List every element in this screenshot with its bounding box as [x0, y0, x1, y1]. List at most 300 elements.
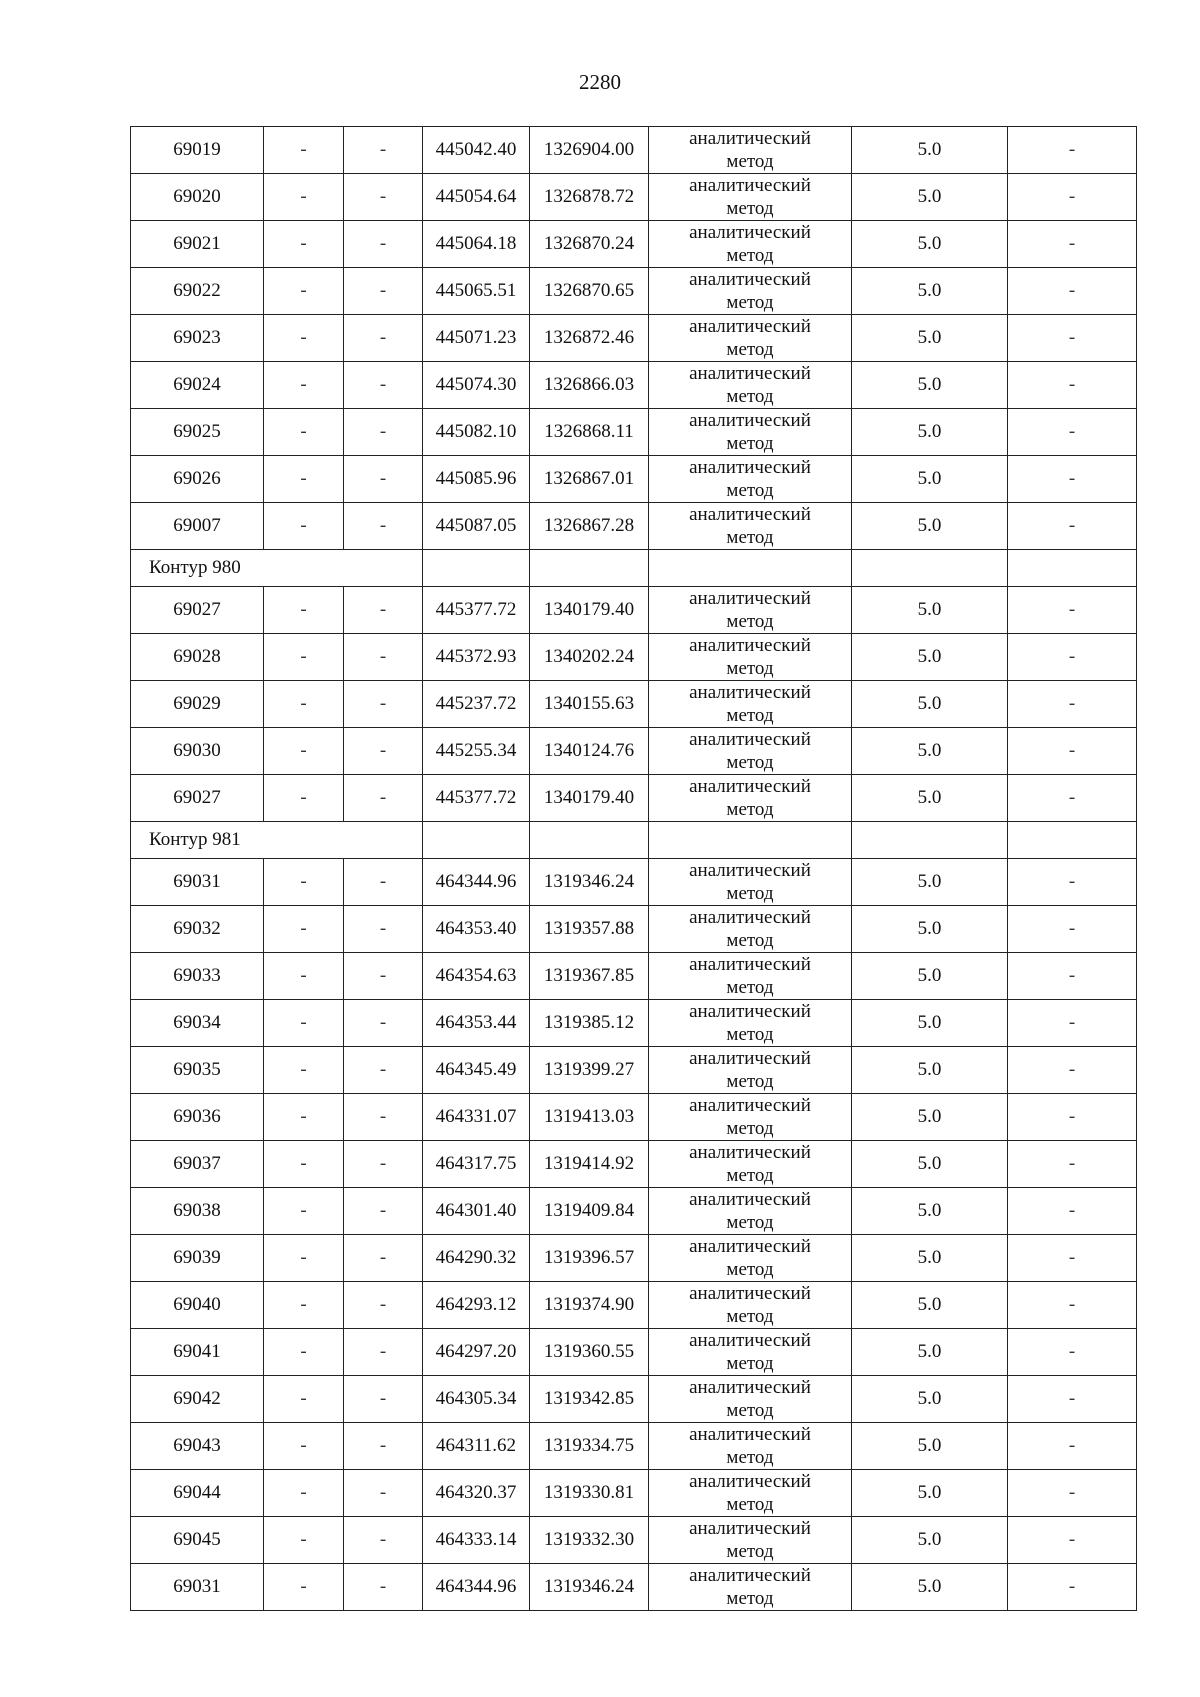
method-line-1: аналитический [689, 1377, 811, 1398]
note-cell: - [1008, 268, 1137, 315]
note-cell: - [1008, 127, 1137, 174]
method-cell [649, 1564, 852, 1611]
x-coordinate-cell: 464353.44 [423, 1000, 530, 1047]
x-coordinate-cell: 445064.18 [423, 221, 530, 268]
note-cell: - [1008, 362, 1137, 409]
method-line-1: аналитический [689, 504, 811, 525]
point-id-cell: 69039 [131, 1235, 264, 1282]
method-line-1: аналитический [689, 222, 811, 243]
accuracy-cell: 5.0 [852, 268, 1008, 315]
x-coordinate-cell: 445071.23 [423, 315, 530, 362]
y-coordinate-cell: 1340202.24 [530, 634, 649, 681]
table-row [131, 634, 1137, 681]
dash-cell: - [264, 127, 344, 174]
accuracy-cell: 5.0 [852, 906, 1008, 953]
note-cell: - [1008, 953, 1137, 1000]
y-coordinate-cell: 1319346.24 [530, 859, 649, 906]
point-id-cell: 69038 [131, 1188, 264, 1235]
x-coordinate-cell: 464331.07 [423, 1094, 530, 1141]
note-cell: - [1008, 634, 1137, 681]
method-line-2: метод [726, 292, 774, 313]
note-cell: - [1008, 1470, 1137, 1517]
dash-cell: - [264, 174, 344, 221]
method-line-1: аналитический [689, 1095, 811, 1116]
empty-cell [423, 822, 530, 859]
method-cell [649, 1329, 852, 1376]
table-row [131, 1517, 1137, 1564]
method-cell [649, 1047, 852, 1094]
dash-cell: - [344, 221, 423, 268]
y-coordinate-cell: 1319357.88 [530, 906, 649, 953]
x-coordinate-cell: 464297.20 [423, 1329, 530, 1376]
x-coordinate-cell: 464311.62 [423, 1423, 530, 1470]
point-id-cell: 69040 [131, 1282, 264, 1329]
method-line-2: метод [726, 198, 774, 219]
accuracy-cell: 5.0 [852, 587, 1008, 634]
point-id-cell: 69026 [131, 456, 264, 503]
x-coordinate-cell: 464344.96 [423, 859, 530, 906]
dash-cell: - [344, 1282, 423, 1329]
x-coordinate-cell: 464317.75 [423, 1141, 530, 1188]
note-cell: - [1008, 1141, 1137, 1188]
method-line-2: метод [726, 883, 774, 904]
point-id-cell: 69020 [131, 174, 264, 221]
note-cell: - [1008, 587, 1137, 634]
method-line-1: аналитический [689, 1565, 811, 1586]
table-row [131, 1423, 1137, 1470]
y-coordinate-cell: 1326866.03 [530, 362, 649, 409]
method-line-2: метод [726, 1071, 774, 1092]
table-row [131, 1047, 1137, 1094]
note-cell: - [1008, 859, 1137, 906]
method-line-1: аналитический [689, 1142, 811, 1163]
accuracy-cell: 5.0 [852, 456, 1008, 503]
y-coordinate-cell: 1319360.55 [530, 1329, 649, 1376]
note-cell: - [1008, 1329, 1137, 1376]
dash-cell: - [264, 1423, 344, 1470]
method-cell [649, 1188, 852, 1235]
point-id-cell: 69019 [131, 127, 264, 174]
dash-cell: - [344, 315, 423, 362]
x-coordinate-cell: 464301.40 [423, 1188, 530, 1235]
x-coordinate-cell: 445377.72 [423, 775, 530, 822]
method-line-1: аналитический [689, 860, 811, 881]
dash-cell: - [264, 775, 344, 822]
point-id-cell: 69021 [131, 221, 264, 268]
contour-header-row [131, 822, 1137, 859]
accuracy-cell: 5.0 [852, 1517, 1008, 1564]
accuracy-cell: 5.0 [852, 1564, 1008, 1611]
dash-cell: - [344, 1047, 423, 1094]
dash-cell: - [264, 1517, 344, 1564]
empty-cell [649, 822, 852, 859]
dash-cell: - [344, 1329, 423, 1376]
empty-cell [423, 550, 530, 587]
x-coordinate-cell: 445377.72 [423, 587, 530, 634]
dash-cell: - [264, 587, 344, 634]
note-cell: - [1008, 1000, 1137, 1047]
point-id-cell: 69044 [131, 1470, 264, 1517]
dash-cell: - [264, 362, 344, 409]
dash-cell: - [264, 953, 344, 1000]
point-id-cell: 69036 [131, 1094, 264, 1141]
accuracy-cell: 5.0 [852, 681, 1008, 728]
method-line-2: метод [726, 705, 774, 726]
dash-cell: - [344, 906, 423, 953]
table-row [131, 503, 1137, 550]
method-line-2: метод [726, 1165, 774, 1186]
note-cell: - [1008, 221, 1137, 268]
method-cell [649, 362, 852, 409]
method-cell [649, 1470, 852, 1517]
table-row [131, 859, 1137, 906]
x-coordinate-cell: 464305.34 [423, 1376, 530, 1423]
dash-cell: - [344, 1235, 423, 1282]
point-id-cell: 69037 [131, 1141, 264, 1188]
note-cell: - [1008, 681, 1137, 728]
point-id-cell: 69007 [131, 503, 264, 550]
accuracy-cell: 5.0 [852, 859, 1008, 906]
empty-cell [1008, 550, 1137, 587]
y-coordinate-cell: 1326870.65 [530, 268, 649, 315]
dash-cell: - [264, 634, 344, 681]
method-line-2: метод [726, 151, 774, 172]
x-coordinate-cell: 464345.49 [423, 1047, 530, 1094]
dash-cell: - [344, 1517, 423, 1564]
table-row [131, 906, 1137, 953]
y-coordinate-cell: 1319399.27 [530, 1047, 649, 1094]
dash-cell: - [344, 859, 423, 906]
y-coordinate-cell: 1319374.90 [530, 1282, 649, 1329]
y-coordinate-cell: 1319342.85 [530, 1376, 649, 1423]
dash-cell: - [344, 503, 423, 550]
point-id-cell: 69035 [131, 1047, 264, 1094]
dash-cell: - [264, 1376, 344, 1423]
method-line-2: метод [726, 386, 774, 407]
accuracy-cell: 5.0 [852, 1329, 1008, 1376]
method-line-1: аналитический [689, 363, 811, 384]
method-cell [649, 127, 852, 174]
method-line-2: метод [726, 1212, 774, 1233]
table-row [131, 1094, 1137, 1141]
method-cell [649, 409, 852, 456]
method-line-2: метод [726, 799, 774, 820]
dash-cell: - [344, 1188, 423, 1235]
method-line-2: метод [726, 752, 774, 773]
table-row [131, 127, 1137, 174]
x-coordinate-cell: 464354.63 [423, 953, 530, 1000]
method-cell [649, 775, 852, 822]
y-coordinate-cell: 1319413.03 [530, 1094, 649, 1141]
dash-cell: - [344, 1423, 423, 1470]
dash-cell: - [264, 1235, 344, 1282]
method-line-1: аналитический [689, 1283, 811, 1304]
dash-cell: - [344, 362, 423, 409]
dash-cell: - [264, 728, 344, 775]
method-cell [649, 1094, 852, 1141]
x-coordinate-cell: 445085.96 [423, 456, 530, 503]
table-row [131, 587, 1137, 634]
table-row [131, 315, 1137, 362]
method-line-1: аналитический [689, 1048, 811, 1069]
dash-cell: - [344, 1094, 423, 1141]
dash-cell: - [344, 681, 423, 728]
point-id-cell: 69034 [131, 1000, 264, 1047]
y-coordinate-cell: 1340179.40 [530, 587, 649, 634]
y-coordinate-cell: 1319414.92 [530, 1141, 649, 1188]
method-line-1: аналитический [689, 1424, 811, 1445]
x-coordinate-cell: 464293.12 [423, 1282, 530, 1329]
point-id-cell: 69024 [131, 362, 264, 409]
note-cell: - [1008, 1564, 1137, 1611]
dash-cell: - [344, 1376, 423, 1423]
table-row [131, 1282, 1137, 1329]
point-id-cell: 69041 [131, 1329, 264, 1376]
dash-cell: - [344, 268, 423, 315]
method-cell [649, 634, 852, 681]
method-cell [649, 1282, 852, 1329]
dash-cell: - [264, 1000, 344, 1047]
dash-cell: - [264, 1094, 344, 1141]
table-row [131, 268, 1137, 315]
method-line-1: аналитический [689, 269, 811, 290]
y-coordinate-cell: 1326872.46 [530, 315, 649, 362]
point-id-cell: 69023 [131, 315, 264, 362]
dash-cell: - [264, 456, 344, 503]
x-coordinate-cell: 464333.14 [423, 1517, 530, 1564]
point-id-cell: 69025 [131, 409, 264, 456]
table-row [131, 174, 1137, 221]
method-line-1: аналитический [689, 682, 811, 703]
dash-cell: - [344, 728, 423, 775]
accuracy-cell: 5.0 [852, 1141, 1008, 1188]
x-coordinate-cell: 445082.10 [423, 409, 530, 456]
method-line-2: метод [726, 480, 774, 501]
method-line-1: аналитический [689, 410, 811, 431]
dash-cell: - [264, 681, 344, 728]
x-coordinate-cell: 445054.64 [423, 174, 530, 221]
method-line-1: аналитический [689, 1518, 811, 1539]
table-row [131, 681, 1137, 728]
accuracy-cell: 5.0 [852, 953, 1008, 1000]
method-line-1: аналитический [689, 588, 811, 609]
accuracy-cell: 5.0 [852, 221, 1008, 268]
table-body [131, 127, 1137, 1611]
dash-cell: - [264, 409, 344, 456]
note-cell: - [1008, 456, 1137, 503]
method-line-1: аналитический [689, 316, 811, 337]
method-line-2: метод [726, 1541, 774, 1562]
method-line-1: аналитический [689, 729, 811, 750]
dash-cell: - [264, 1141, 344, 1188]
x-coordinate-cell: 445042.40 [423, 127, 530, 174]
method-cell [649, 315, 852, 362]
x-coordinate-cell: 464320.37 [423, 1470, 530, 1517]
method-line-2: метод [726, 1447, 774, 1468]
method-line-2: метод [726, 1400, 774, 1421]
method-cell [649, 681, 852, 728]
accuracy-cell: 5.0 [852, 1470, 1008, 1517]
point-id-cell: 69027 [131, 587, 264, 634]
empty-cell [530, 550, 649, 587]
empty-cell [1008, 822, 1137, 859]
accuracy-cell: 5.0 [852, 362, 1008, 409]
dash-cell: - [344, 1470, 423, 1517]
method-cell [649, 906, 852, 953]
dash-cell: - [344, 953, 423, 1000]
point-id-cell: 69043 [131, 1423, 264, 1470]
method-line-2: метод [726, 977, 774, 998]
y-coordinate-cell: 1319346.24 [530, 1564, 649, 1611]
dash-cell: - [344, 456, 423, 503]
accuracy-cell: 5.0 [852, 503, 1008, 550]
table-row [131, 1376, 1137, 1423]
accuracy-cell: 5.0 [852, 1235, 1008, 1282]
table-row [131, 1329, 1137, 1376]
method-cell [649, 268, 852, 315]
accuracy-cell: 5.0 [852, 1282, 1008, 1329]
method-line-1: аналитический [689, 175, 811, 196]
method-line-2: метод [726, 245, 774, 266]
note-cell: - [1008, 1235, 1137, 1282]
accuracy-cell: 5.0 [852, 634, 1008, 681]
contour-header-row [131, 550, 1137, 587]
note-cell: - [1008, 174, 1137, 221]
y-coordinate-cell: 1319385.12 [530, 1000, 649, 1047]
method-line-2: метод [726, 527, 774, 548]
x-coordinate-cell: 445255.34 [423, 728, 530, 775]
contour-label: Контур 980 [131, 550, 423, 587]
y-coordinate-cell: 1319334.75 [530, 1423, 649, 1470]
x-coordinate-cell: 445237.72 [423, 681, 530, 728]
x-coordinate-cell: 445372.93 [423, 634, 530, 681]
accuracy-cell: 5.0 [852, 1094, 1008, 1141]
dash-cell: - [264, 859, 344, 906]
point-id-cell: 69030 [131, 728, 264, 775]
point-id-cell: 69045 [131, 1517, 264, 1564]
note-cell: - [1008, 315, 1137, 362]
note-cell: - [1008, 1517, 1137, 1564]
dash-cell: - [344, 1000, 423, 1047]
empty-cell [530, 822, 649, 859]
y-coordinate-cell: 1319396.57 [530, 1235, 649, 1282]
note-cell: - [1008, 409, 1137, 456]
method-cell [649, 1423, 852, 1470]
table-row [131, 1188, 1137, 1235]
point-id-cell: 69032 [131, 906, 264, 953]
dash-cell: - [264, 268, 344, 315]
note-cell: - [1008, 728, 1137, 775]
method-line-2: метод [726, 1353, 774, 1374]
table-row [131, 775, 1137, 822]
note-cell: - [1008, 1282, 1137, 1329]
accuracy-cell: 5.0 [852, 174, 1008, 221]
table-row [131, 953, 1137, 1000]
y-coordinate-cell: 1340155.63 [530, 681, 649, 728]
method-cell [649, 221, 852, 268]
accuracy-cell: 5.0 [852, 315, 1008, 362]
method-line-1: аналитический [689, 457, 811, 478]
note-cell: - [1008, 1047, 1137, 1094]
coordinates-table [130, 126, 1137, 1611]
x-coordinate-cell: 445065.51 [423, 268, 530, 315]
table-row [131, 1564, 1137, 1611]
dash-cell: - [264, 1329, 344, 1376]
method-line-2: метод [726, 1118, 774, 1139]
method-line-2: метод [726, 930, 774, 951]
method-line-1: аналитический [689, 1471, 811, 1492]
dash-cell: - [264, 315, 344, 362]
point-id-cell: 69042 [131, 1376, 264, 1423]
y-coordinate-cell: 1340179.40 [530, 775, 649, 822]
x-coordinate-cell: 464290.32 [423, 1235, 530, 1282]
method-line-2: метод [726, 433, 774, 454]
method-line-2: метод [726, 1024, 774, 1045]
table-row [131, 1141, 1137, 1188]
method-line-1: аналитический [689, 128, 811, 149]
method-cell [649, 728, 852, 775]
table-row [131, 221, 1137, 268]
point-id-cell: 69027 [131, 775, 264, 822]
method-cell [649, 587, 852, 634]
y-coordinate-cell: 1326867.01 [530, 456, 649, 503]
method-line-2: метод [726, 339, 774, 360]
method-line-1: аналитический [689, 1001, 811, 1022]
method-line-2: метод [726, 1494, 774, 1515]
y-coordinate-cell: 1319409.84 [530, 1188, 649, 1235]
point-id-cell: 69033 [131, 953, 264, 1000]
method-cell [649, 953, 852, 1000]
dash-cell: - [344, 587, 423, 634]
note-cell: - [1008, 1376, 1137, 1423]
accuracy-cell: 5.0 [852, 1188, 1008, 1235]
point-id-cell: 69022 [131, 268, 264, 315]
method-cell [649, 1235, 852, 1282]
y-coordinate-cell: 1326870.24 [530, 221, 649, 268]
y-coordinate-cell: 1326904.00 [530, 127, 649, 174]
contour-label: Контур 981 [131, 822, 423, 859]
method-cell [649, 503, 852, 550]
dash-cell: - [264, 1188, 344, 1235]
y-coordinate-cell: 1326868.11 [530, 409, 649, 456]
method-line-2: метод [726, 658, 774, 679]
note-cell: - [1008, 775, 1137, 822]
accuracy-cell: 5.0 [852, 127, 1008, 174]
dash-cell: - [344, 1141, 423, 1188]
dash-cell: - [344, 174, 423, 221]
point-id-cell: 69031 [131, 1564, 264, 1611]
table-row [131, 1470, 1137, 1517]
dash-cell: - [344, 634, 423, 681]
table-row [131, 456, 1137, 503]
method-cell [649, 174, 852, 221]
method-cell [649, 1376, 852, 1423]
method-line-2: метод [726, 1259, 774, 1280]
dash-cell: - [264, 1564, 344, 1611]
method-line-1: аналитический [689, 635, 811, 656]
point-id-cell: 69031 [131, 859, 264, 906]
dash-cell: - [264, 1047, 344, 1094]
note-cell: - [1008, 503, 1137, 550]
x-coordinate-cell: 445087.05 [423, 503, 530, 550]
method-line-1: аналитический [689, 907, 811, 928]
accuracy-cell: 5.0 [852, 1376, 1008, 1423]
page-number: 2280 [579, 70, 621, 94]
method-line-1: аналитический [689, 1189, 811, 1210]
method-line-2: метод [726, 611, 774, 632]
empty-cell [852, 550, 1008, 587]
method-cell [649, 859, 852, 906]
